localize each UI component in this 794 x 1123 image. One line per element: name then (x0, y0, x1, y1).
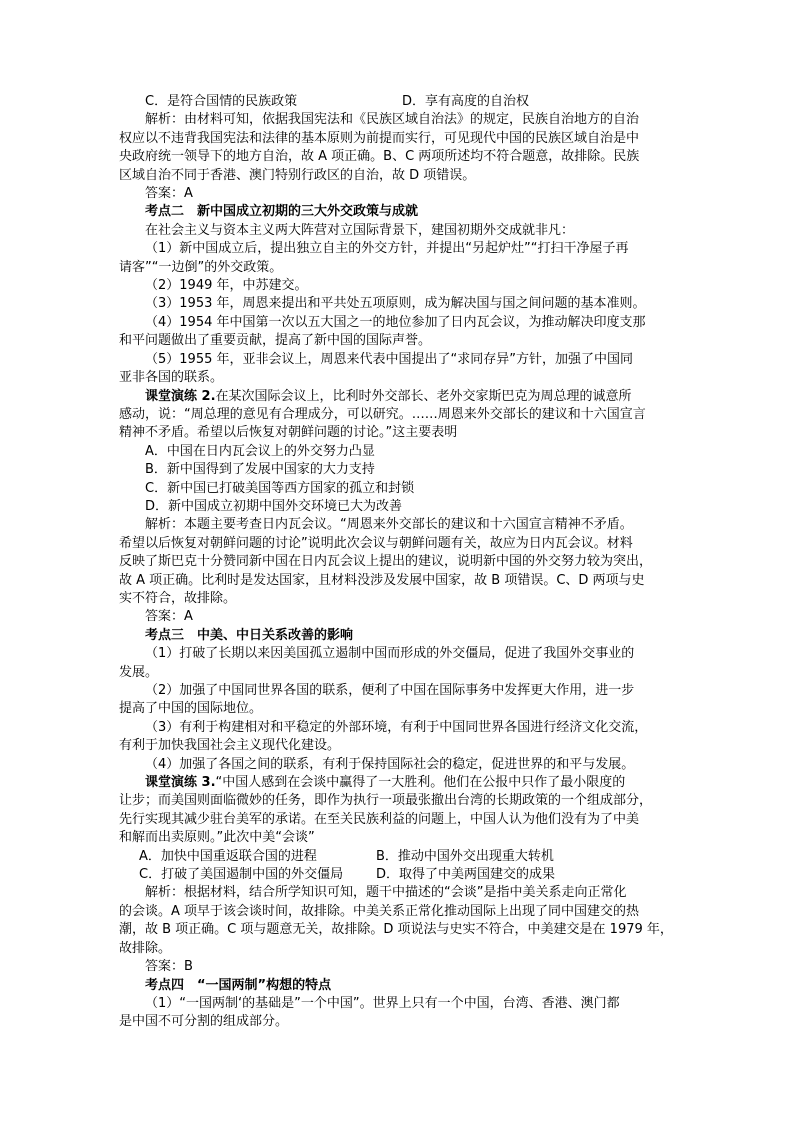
body-text-line: 在社会主义与资本主义两大阵营对立国际背景下，建国初期外交成就非凡： (145, 222, 575, 238)
answer-line: 答案：A (145, 186, 193, 202)
answer-line: 答案：A (145, 609, 193, 625)
option-a: A．中国在日内瓦会议上的外交努力凸显 (145, 443, 375, 459)
analysis-paragraph-line: 的会谈。A 项早于该会谈时间，故排除。中美关系正常化推动国际上出现了同中国建交的热 (119, 903, 640, 919)
option-b: B．新中国得到了发展中国家的大力支持 (145, 462, 375, 478)
list-item-line: 提高了中国的国际地位。 (119, 701, 263, 717)
analysis-paragraph-line: 故 A 项正确。比利时是发达国家，且材料没涉及发展中国家，故 B 项错误。C、D 两项与史 (119, 572, 645, 588)
list-item-line: （2）加强了中国同世界各国的联系，便利了中国在国际事务中发挥更大作用，进一步 (145, 683, 635, 698)
option-row (119, 93, 679, 111)
option-b: B．推动中国外交出现重大转机 (376, 848, 554, 864)
list-item-line: （3）有利于构建相对和平稳定的外部环境，有利于中国同世界各国进行经济文化交流， (145, 719, 648, 735)
exercise-label: 课堂演练 3. (145, 775, 216, 791)
analysis-paragraph-line: 反映了斯巴克十分赞同新中国在日内瓦会议上提出的建议，说明新中国的外交努力较为突出， (119, 554, 653, 570)
analysis-paragraph-line: 央政府统一领导下的地方自治，故 A 项正确。B、C 两项所述均不符合题意，故排除。民族 (119, 149, 640, 165)
list-item-line: （5）1955 年，亚非会议上，周恩来代表中国提出了“求同存异”方针，加强了中国同 (145, 351, 633, 367)
exercise-text: 在某次国际会议上，比利时外交部长、老外交家斯巴克为周总理的诚意所 (215, 388, 632, 404)
list-item-line: （1）打破了长期以来因美国孤立遏制中国而形成的外交僵局，促进了我国外交事业的 (145, 646, 635, 662)
section-heading: 考点三 中美、中日关系改善的影响 (145, 627, 354, 643)
option-c: C．是符合国情的民族政策 (145, 94, 298, 109)
option-a: A．加快中国重返联合国的进程 (139, 848, 317, 864)
list-item-line: （3）1953 年，周恩来提出和平共处五项原则，成为解决国与国之间问题的基本准则。 (145, 296, 646, 312)
list-item-line: （2）1949 年，中苏建交。 (145, 278, 308, 294)
option-c: C．新中国已打破美国等西方国家的孤立和封锁 (145, 480, 415, 496)
section-heading: 考点四 “一国两制”构想的特点 (145, 977, 332, 993)
exercise-question-line: 感动，说：“周总理的意见有合理成分，可以研究。……周恩来外交部长的建议和十六国宣言 (119, 406, 646, 422)
list-item-line: 有利于加快我国社会主义现代化建设。 (119, 738, 341, 754)
analysis-paragraph-line: 故排除。 (119, 940, 172, 956)
list-item-line: 亚非各国的联系。 (119, 370, 224, 386)
list-item-line: 是中国不可分割的组成部分。 (119, 1014, 289, 1030)
analysis-paragraph-line: 希望以后恢复对朝鲜问题的讨论”说明此次会议与朝鲜问题有关，故应为日内瓦会议。材料 (119, 535, 633, 551)
exercise-question-line: 和解而出卖原则。”此次中美“会谈” (119, 830, 315, 846)
list-item-line: （1）“一国两制‘的基础是”一个中国”。世界上只有一个中国，台湾、香港、澳门都 (145, 995, 620, 1011)
exercise-label: 课堂演练 2. (145, 388, 216, 404)
analysis-paragraph-line: 区域自治不同于香港、澳门特别行政区的自治，故 D 项错误。 (119, 167, 476, 183)
exercise-text: “中国人感到在会谈中赢得了一大胜利。他们在公报中只作了最小限度的 (215, 775, 626, 791)
option-d: D．新中国成立初期中国外交环境已大为改善 (145, 498, 403, 514)
exercise-question-line: 先行实现其减少驻台美军的承诺。在至关民族利益的问题上，中国人认为他们没有为了中美 (119, 811, 640, 827)
list-item-line: （4）加强了各国之间的联系，有利于保持国际社会的稳定，促进世界的和平与发展。 (145, 756, 635, 772)
analysis-paragraph-line: 解析：根据材料，结合所学知识可知，题干中描述的“会谈”是指中美关系走向正常化 (145, 885, 627, 901)
option-d: D．取得了中美两国建交的成果 (376, 867, 556, 883)
analysis-paragraph-line: 解析：由材料可知，依据我国宪法和《民族区域自治法》的规定，民族自治地方的自治 (145, 112, 640, 128)
exercise-question-line: 精神不矛盾。希望以后恢复对朝鲜问题的讨论。”这主要表明 (119, 425, 458, 441)
list-item-line: （4）1954 年中国第一次以五大国之一的地位参加了日内瓦会议，为推动解决印度支那 (145, 314, 646, 330)
option-c: C．打破了美国遏制中国的外交僵局 (139, 867, 344, 883)
option-row (119, 848, 679, 866)
exercise-question-line (119, 388, 679, 406)
list-item-line: 请客”“一边倒”的外交政策。 (119, 259, 283, 275)
answer-line: 答案：B (145, 959, 193, 975)
analysis-paragraph-line: 解析：本题主要考查日内瓦会议。“周恩来外交部长的建议和十六国宣言精神不矛盾。 (145, 517, 633, 533)
list-item-line: 发展。 (119, 664, 159, 680)
section-heading: 考点二 新中国成立初期的三大外交政策与成就 (145, 204, 419, 220)
list-item-line: 和平问题做出了重要贡献，提高了新中国的国际声誉。 (119, 333, 432, 349)
list-item-line: （1）新中国成立后，提出独立自主的外交方针，并提出“另起炉灶”“打扫干净屋子再 (145, 241, 629, 257)
exercise-question-line (119, 774, 679, 792)
analysis-paragraph-line: 潮，故 B 项正确。C 项与题意无关，故排除。D 项说法与史实不符合，中美建交是在 1979 年， (119, 922, 673, 938)
exercise-question-line: 让步；而美国则面临微妙的任务，即作为执行一项最张撤出台湾的长期政策的一个组成部分， (119, 793, 653, 809)
analysis-paragraph-line: 权应以不违背我国宪法和法律的基本原则为前提而实行，可见现代中国的民族区域自治是中 (119, 130, 640, 146)
analysis-paragraph-line: 实不符合，故排除。 (119, 590, 237, 606)
document-page (119, 93, 679, 1032)
option-row (119, 866, 679, 884)
option-d: D．享有高度的自治权 (402, 94, 530, 109)
